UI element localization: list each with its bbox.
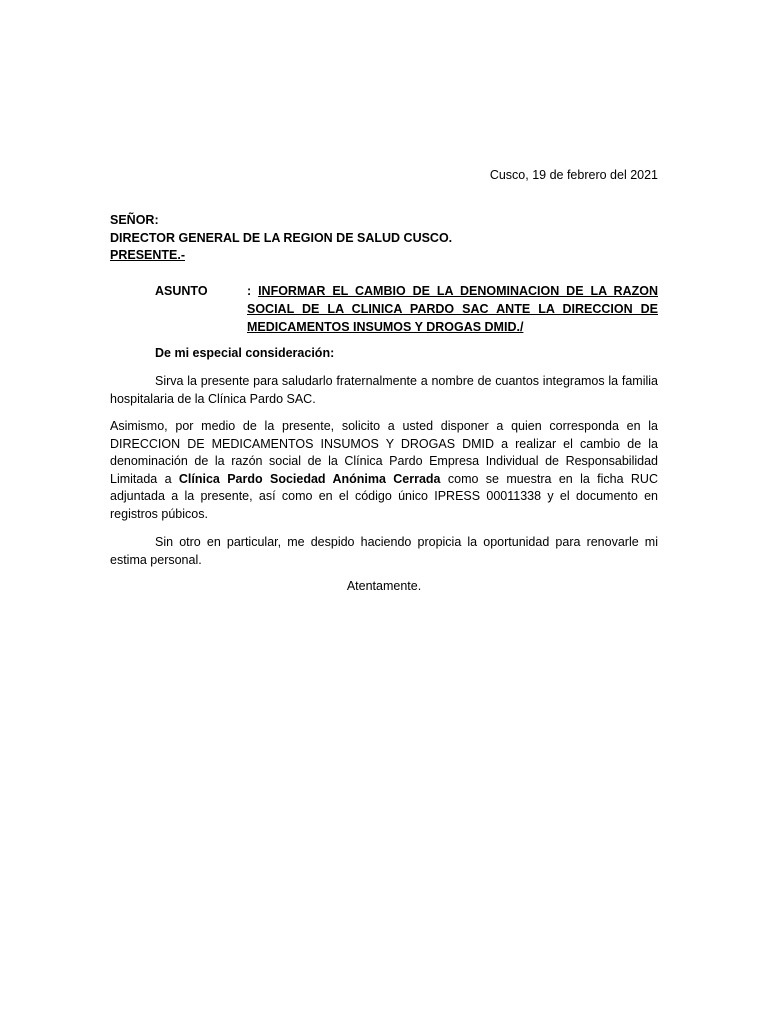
recipient-presente: PRESENTE.-	[110, 248, 186, 262]
recipient-salutation: SEÑOR:	[110, 213, 159, 227]
closing-text: Atentamente.	[346, 579, 422, 593]
closing-line	[0, 579, 768, 593]
paragraph-1-text: Sirva la presente para saludarlo fraternalmente a nombre de cuantos integramos la familia hospitalaria de la Clínica Pardo SAC.	[110, 374, 658, 406]
recipient-block	[110, 212, 452, 265]
paragraph-3-text: Sin otro en particular, me despido haciendo propicia la oportunidad para renovarle mi estima personal.	[110, 535, 658, 567]
paragraph-2-bold: Clínica Pardo Sociedad Anónima Cerrada	[178, 471, 441, 486]
recipient-title: DIRECTOR GENERAL DE LA REGION DE SALUD CUSCO.	[110, 230, 453, 245]
paragraph-request	[110, 418, 658, 524]
greeting: De mi especial consideración:	[155, 346, 335, 360]
subject-text: INFORMAR EL CAMBIO DE LA DENOMINACION DE LA RAZON SOCIAL DE LA CLINICA PARDO SAC ANTE LA DIRECCION DE MEDICAMENTOS INSUMOS Y DROGAS DMID./	[247, 284, 658, 334]
paragraph-farewell	[110, 534, 658, 569]
subject-label: ASUNTO	[155, 284, 208, 298]
subject-separator: :	[247, 284, 259, 298]
date-line: Cusco, 19 de febrero del 2021	[489, 168, 658, 182]
paragraph-greeting	[110, 373, 658, 408]
paragraph-2-part-2: como se muestra en la ficha RUC adjuntada a la presente, así como en el código único IPRESS 00011338 y el documento en registros púbicos.	[110, 471, 658, 521]
paragraph-2-part-1: Asimismo, por medio de la presente, solicito a usted disponer a quien corresponda en la DIRECCION DE MEDICAMENTOS INSUMOS Y DROGAS DMID a realizar el cambio de la denominación de la razón social de la Clínica Pardo Empresa Individual de Responsabilidad Limitada a	[110, 419, 658, 486]
subject-body	[247, 283, 658, 336]
